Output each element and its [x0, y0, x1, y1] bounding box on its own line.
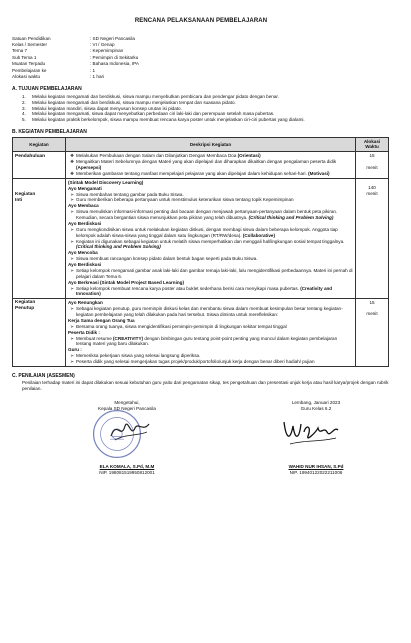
activity-text	[76, 159, 353, 171]
principal-name: ELA KOMALA, S.Pd, M.M	[99, 463, 155, 469]
identity-value: : VI / Genap	[90, 42, 115, 48]
closing-description-cell	[66, 299, 356, 367]
core-time-unit: menit	[366, 190, 378, 196]
activity-block-heading: Guru :	[68, 347, 82, 353]
bullet-icon: ➢	[70, 335, 74, 341]
activity-text	[76, 336, 353, 348]
assessment-heading: C. PENILAIAN (ASESMEN)	[12, 372, 75, 379]
opening-stage-label: Pendahuluan	[15, 154, 46, 160]
identity-key: Alokasi waktu	[12, 74, 41, 80]
activity-text	[76, 324, 353, 330]
activity-block-heading: Ayo Mencoba	[68, 250, 98, 256]
activity-text-part: Guru mengkondisikan siswa untuk melakukan kegiatan diskusi, dengan membagi siswa dalam beberapa kelompok. Anggota tiap kelompok adalah siswa-siswa yang tinggal dalam satu lingkungan (RT/RW/desa).	[76, 226, 338, 238]
activity-text-part: Guru memberikan beberapa pertanyaan untuk menstimulus keterarikan siswa tentang topik Kepemimpinan	[76, 197, 294, 203]
activity-bullet	[68, 209, 353, 221]
activity-text-part: Melakukan Pembukaan dengan Salam dan Dilanjutkan Dengan Membaca Doa	[76, 153, 238, 159]
teacher-nip: NIP. 19940122022211006	[289, 469, 343, 475]
core-time-cell	[356, 178, 389, 299]
activity-skill-tag: (Apersepsi)	[76, 165, 102, 171]
activity-skill-tag: (Critical thinking and Problem Solving)	[248, 215, 334, 221]
teacher-signature-block	[256, 400, 376, 476]
activity-bullet	[68, 171, 353, 177]
activity-bullet	[68, 256, 353, 262]
bullet-icon: ➢	[70, 323, 74, 329]
activity-bullet	[68, 286, 353, 298]
activities-table	[12, 137, 389, 367]
activity-text-part: Setiap kelompok mengamati gambar anak laki-laki dan gambar remaja laki-laki, lalu mengidentifikasi perbedaannya. Materi ini pernah di pelajari dalam Tema 6.	[76, 267, 353, 279]
table-header-row	[13, 137, 389, 152]
activity-text-part: Siswa membuat rancangan konsep pidato dalam bentuk bagan seperti pada Buku Siswa.	[76, 256, 258, 262]
activity-bullet	[68, 359, 353, 365]
closing-stage-cell	[13, 299, 66, 367]
bullet-icon: ➢	[70, 285, 74, 291]
core-stage-cell	[13, 178, 66, 299]
bullet-icon: ❖	[69, 170, 75, 176]
activity-skill-tag: (CREATIVITY)	[113, 335, 144, 341]
activities-heading: B. KEGIATAN PEMBELAJARAN	[12, 129, 87, 136]
activity-block-heading: Kerja Sama dengan Orang Tua	[68, 317, 135, 323]
header-time: Alokasi Waktu	[356, 137, 389, 152]
goals-list	[22, 94, 390, 123]
activity-bullet	[68, 239, 353, 251]
identity-row	[12, 74, 390, 80]
goal-text: Melalui kegiatan mandiri, siswa dapat menyusun konsep urutan isi pidato.	[32, 105, 182, 111]
activity-text-part: Memberikan gambaran tentang manfaat mempelajari pelajaran yang akan dipelajari dalam kehidupan sehari-hari.	[76, 170, 309, 176]
activity-text	[76, 268, 353, 280]
identity-value: : 1	[90, 67, 96, 73]
goal-item	[22, 117, 390, 123]
activity-text-part: Mengaitkan Materi Sebelumnya dengan Materi yang akan dipelajari dan diharapkan dikaitkan dengan pengalaman peserta didik	[76, 159, 337, 165]
bullet-icon: ➢	[70, 209, 74, 215]
closing-time-cell	[356, 299, 389, 367]
header-description: Deskripsi Kegiatan	[66, 137, 356, 152]
goal-text: Melalui kegiatan mengamati dan berdiskusi, siswa mampu menjelaskan tempat dan suasana pidato.	[32, 99, 236, 105]
goal-text: Melalui kegiatan praktik berkelompok, siswa mampu membuat rencana karya poster untuk menjelaskan ciri-ciri pubertas yang dialami.	[32, 117, 305, 123]
goal-number: 5.	[22, 117, 26, 123]
bullet-icon: ➢	[70, 197, 74, 203]
document-title: RENCANA PELAKSANAAN PEMBELAJARAN	[134, 18, 268, 24]
identity-value: : Bahasa Indonesia, IPA	[90, 61, 139, 67]
principal-title: Kepala SD Negeri Pancasila	[98, 405, 156, 411]
bullet-icon: ➢	[70, 267, 74, 273]
opening-time-unit: menit	[366, 165, 378, 171]
identity-key: Muatan Terpadu	[12, 61, 46, 67]
activity-text-part: Siswa membahas tentang gambar pada Buku Siswa.	[76, 191, 184, 197]
identity-key: Kelas / Semester	[12, 42, 47, 48]
bullet-icon: ➢	[70, 191, 74, 197]
signature-area	[12, 400, 390, 495]
activity-text-part: Membuat resume	[76, 335, 114, 341]
opening-description-cell	[66, 152, 356, 179]
activity-text-part: Bersama orang tuanya, siswa mengidentifikasi pemimpin-pemimpin di lingkungan sekitar tempat tinggal	[76, 323, 287, 329]
activity-block-heading: Ayo Berdiskusi	[68, 220, 102, 226]
principal-signature-block	[67, 400, 187, 476]
goal-number: 2.	[22, 99, 26, 105]
bullet-icon: ➢	[70, 359, 74, 365]
principal-signature-icon	[107, 414, 153, 444]
activity-bullet	[68, 324, 353, 330]
activity-text-part: Peserta didik yang selesai mengerjakan tugas projek/produk/portofolio/unjuk kerja dengan benar diberi hadiah/ pujian	[76, 359, 315, 365]
core-stage-label: Kegiatan Inti	[15, 191, 36, 203]
identity-key: Satuan Pendidikan	[12, 35, 51, 41]
activity-text-part: dengan bimbingan guru tentang point-point penting yang muncul dalam kegiatan pembelajaran tentang materi yang baru dilakukan.	[76, 335, 338, 347]
place-date: Lembang, Januari 2023	[291, 400, 341, 406]
closing-time-value: 15	[369, 300, 375, 306]
activity-text	[76, 239, 353, 251]
closing-stage-label: Kegiatan Penutup	[15, 300, 36, 312]
bullet-icon: ➢	[70, 226, 74, 232]
core-model-label: (Sintak Model Discovery Learning)	[68, 179, 144, 185]
goal-number: 4.	[22, 111, 26, 117]
identity-value: : Kepemimpinan	[90, 48, 124, 54]
identity-key: Sub Tema 1	[12, 54, 37, 60]
goals-heading: A. TUJUAN PEMBELAJARAN	[12, 86, 82, 93]
activity-text	[76, 209, 353, 221]
activity-text-part: Setiap kelompok membuat rencana karya poster atau buklet sederhana berisi cara menyikapi masa pubertas.	[76, 285, 301, 291]
activity-block-heading: Ayo Membaca	[68, 203, 99, 209]
bullet-icon: ➢	[70, 256, 74, 262]
bullet-icon: ➢	[70, 238, 74, 244]
goal-number: 3.	[22, 105, 26, 111]
activity-bullet	[68, 159, 353, 171]
header-stage: Kegiatan	[13, 137, 66, 152]
activity-bullet	[68, 197, 353, 203]
closing-row	[13, 299, 389, 367]
identity-value: : 1 hari	[90, 74, 105, 80]
activity-block-heading: Ayo Renungkan	[68, 300, 103, 306]
opening-row	[13, 152, 389, 179]
activity-skill-tag: (Critical thinking and Problem Solving)	[76, 244, 161, 250]
activity-block-heading: Ayo Mengamati	[68, 185, 102, 191]
activity-skill-tag: (Orientasi)	[237, 153, 261, 159]
activity-block-heading: Peserta Didik :	[68, 329, 100, 335]
core-description-cell	[66, 178, 356, 299]
activity-bullet	[68, 306, 353, 318]
teacher-title: Guru Kelas 6.2	[300, 405, 332, 411]
goal-text: Melalui kegiatan mengamati dan berdiskusi, siswa mampu menyebutkan pembicara dan pendengar pidato dengan benar.	[32, 93, 279, 99]
identity-value: : SD Negeri Pancasila	[90, 35, 135, 41]
assessment-section	[12, 373, 390, 392]
core-row	[13, 178, 389, 299]
closing-time-unit: menit	[366, 311, 378, 317]
teacher-signature-icon	[280, 414, 342, 448]
activity-text	[76, 359, 353, 365]
identity-section	[12, 36, 390, 81]
principal-acknowledge-label: Mengetahui,	[114, 400, 140, 406]
activity-text	[76, 197, 353, 203]
core-time-value: 140	[368, 184, 376, 190]
activity-text	[76, 286, 353, 298]
identity-key: Tema 7	[12, 48, 28, 54]
activity-skill-tag: (Collaborative)	[242, 232, 275, 238]
activity-text-part: Memeriksa pekerjaan siswa yang selesai langsung diperiksa.	[76, 353, 201, 359]
identity-value: : Pemimpin di Sekitarku	[90, 54, 139, 60]
opening-time-value: 15	[369, 153, 375, 159]
principal-nip: NIP. 198081519950812001	[99, 469, 155, 475]
activity-block-heading: Ayo Berkreasi (Sintak Model Project Based Learning)	[68, 279, 184, 285]
activity-text-part: Sebagai kegiatan penutup, guru meminpin diskusi kelas dan membantu siswa dalam membuat kesimpulan besar tentang kegiatan-kegiatan pembelajaran yang telah dilakukan pada hari tersebut. Siswa diminta untuk merefleksikan:	[76, 306, 343, 318]
goal-text: Melalui kegiatan mengamati, siswa dapat menyebutkan perbedaan ciri laki-laki dan perempuan setelah masa pubertas.	[32, 111, 275, 117]
bullet-icon: ❖	[69, 159, 75, 165]
activity-bullet	[68, 268, 353, 280]
activity-text	[76, 227, 353, 239]
activity-skill-tag: (Motivasi)	[308, 170, 330, 176]
activity-text	[76, 306, 353, 318]
activity-block-heading: Ayo Berdiskusi	[68, 262, 102, 268]
bullet-icon: ➢	[70, 306, 74, 312]
activity-text-part: Kegiatan ini digunakan sebagai kegiatan untuk melatih siswa memperhatikan dan menggali hal/lingkungan sosial tempat tinggalnya.	[76, 238, 345, 244]
identity-key: Pembelajaran ke	[12, 67, 47, 73]
bullet-icon: ➢	[70, 353, 74, 359]
activity-skill-tag: (Creativity and Innovation)	[76, 285, 333, 297]
teacher-name: WAHID NUR IHSAN, S.Pd	[288, 463, 344, 469]
activity-text	[76, 256, 353, 262]
activity-bullet	[68, 227, 353, 239]
activity-text-part: Siswa menuliskan informasi-informasi penting dari bacaan dengan menjawab pertanyaan-pertanyaan dalam bentuk peta pikiran. Kemudian, secara bergantian siswa menunjukkan peta pikiran yang telah dibuatnya.	[76, 209, 338, 221]
bullet-icon: ❖	[69, 153, 75, 159]
activity-bullet	[68, 336, 353, 348]
opening-stage-cell	[13, 152, 66, 179]
goal-number: 1.	[22, 93, 26, 99]
core-activities	[68, 186, 353, 298]
activity-text	[76, 171, 353, 177]
opening-time-cell	[356, 152, 389, 179]
assessment-text: Penilaian terhadap materi ini dapat dilakukan sesuai kebutuhan guru yaitu dari pengamatan sikap, tes pengetahuan dan presentasi unjuk kerja atau hasil karya/projek dengan rubrik penilaian.	[22, 380, 389, 392]
